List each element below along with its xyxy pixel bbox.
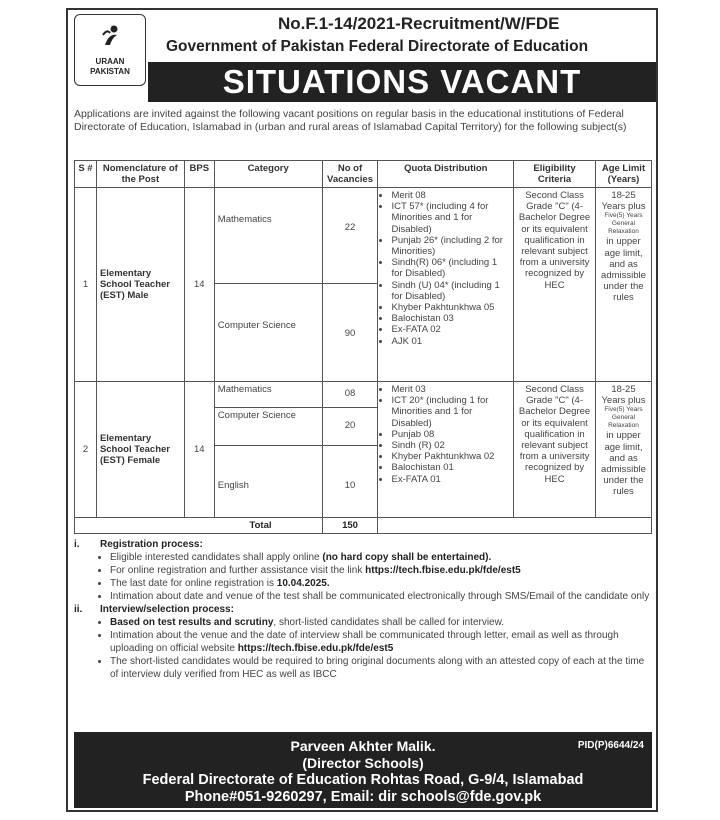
- list-item: • ICT 57* (including 4 for Minorities and 1 for Disabled): [391, 201, 510, 235]
- row1-sno: 1: [75, 188, 97, 382]
- row2-post: Elementary School Teacher (EST) Female: [96, 382, 184, 518]
- logo-text-line1: URAAN: [95, 57, 125, 66]
- row1-quota-list: [381, 190, 510, 347]
- list-item: • ICT 20* (including 1 for Minorities and 1 for Disabled): [391, 395, 510, 429]
- header-bps: BPS: [184, 161, 214, 188]
- header-category: Category: [214, 161, 322, 188]
- list-item: • Punjab 08: [391, 429, 510, 440]
- uraan-pakistan-logo: [74, 14, 146, 86]
- list-item: • Sindh(R) 06* (including 1 for Disabled): [391, 257, 510, 279]
- office-address: Federal Directorate of Education Rohtas Road, G-9/4, Islamabad: [142, 772, 584, 788]
- list-item: • AJK 01: [391, 336, 510, 347]
- header-vacancies: No of Vacancies: [322, 161, 378, 188]
- row2-category-1: Mathematics: [214, 382, 322, 408]
- row1-category-2: Computer Science: [214, 284, 322, 382]
- row2-age-limit: [595, 382, 651, 518]
- row2-vacancies-2: 20: [322, 408, 378, 446]
- interview-list: [74, 616, 654, 681]
- list-item: • The short-listed candidates would be required to bring original documents along with an attested copy of each at the time of interview duly verified from HEC as well as IBCC: [110, 655, 654, 681]
- row1-age-small2: General Relaxation: [608, 220, 639, 236]
- row2-bps: 14: [184, 382, 214, 518]
- row2-quota: [378, 382, 514, 518]
- row2-eligibility: Second Class Grade "C" (4-Bachelor Degree or its equivalent qualification in relevant subject from a university recognized by HEC: [514, 382, 596, 518]
- section-title: Interview/selection process:: [100, 604, 234, 615]
- row1-age-rest: in upper age limit, and as admissible under the rules: [601, 236, 646, 304]
- list-item: • Khyber Pakhtunkhwa 05: [391, 302, 510, 313]
- row1-vacancies-2: 90: [322, 284, 378, 382]
- list-item: • Sindh (R) 02: [391, 440, 510, 451]
- list-item: • Ex-FATA 01: [391, 474, 510, 485]
- list-item: • The last date for online registration is 10.04.2025.: [110, 577, 654, 590]
- row2-age-main: 18-25 Years plus: [601, 384, 646, 407]
- row2-vacancies-3: 10: [322, 446, 378, 518]
- table-header-row: [75, 161, 652, 188]
- list-item: • Eligible interested candidates shall apply online (no hard copy shall be entertained).: [110, 551, 654, 564]
- header-sno: S #: [75, 161, 97, 188]
- row1-category-1: Mathematics: [214, 188, 322, 284]
- list-item: • Ex-FATA 02: [391, 324, 510, 335]
- advertisement-page: [66, 8, 658, 812]
- list-item: • Intimation about date and venue of the test shall be communicated electronically through SMS/Email of the candidate only: [110, 590, 654, 603]
- list-item: • Intimation about the venue and the date of interview shall be communicated through letter, email as well as through uploading on official website https://tech.fbise.edu.pk/fde/est5: [110, 629, 654, 655]
- list-item: • Khyber Pakhtunkhwa 02: [391, 451, 510, 462]
- interview-link[interactable]: https://tech.fbise.edu.pk/fde/est5: [237, 643, 394, 654]
- list-item: • Sindh (U) 04* (including 1 for Disabled): [391, 280, 510, 302]
- row2-age-rest: in upper age limit, and as admissible under the rules: [601, 430, 646, 498]
- row2-age-small1: Five(5) Years: [604, 406, 643, 414]
- row2-category-2: Computer Science: [214, 408, 322, 446]
- list-item: • Punjab 26* (including 2 for Minorities): [391, 235, 510, 257]
- list-item: • For online registration and further assistance visit the link https://tech.fbise.edu.pk/fde/est5: [110, 564, 654, 577]
- total-empty: [378, 518, 652, 534]
- footer-contact-block: [74, 732, 652, 808]
- logo-figure-icon: [97, 23, 125, 51]
- row2-sno: 2: [75, 382, 97, 518]
- vacancy-table: [74, 160, 652, 534]
- row2-quota-list: [381, 384, 510, 485]
- section-number: ii.: [74, 604, 83, 615]
- header-age: Age Limit (Years): [595, 161, 651, 188]
- process-notes: [74, 538, 654, 681]
- row1-age-main: 18-25 Years plus: [601, 190, 646, 213]
- section-title: Registration process:: [100, 539, 203, 550]
- section-number: i.: [74, 539, 80, 550]
- interview-section-heading: [74, 603, 654, 616]
- list-item: • Balochistan 03: [391, 313, 510, 324]
- list-item: • Based on test results and scrutiny, short-listed candidates shall be called for interview.: [110, 616, 654, 629]
- header-post: Nomenclature of the Post: [96, 161, 184, 188]
- row1-age-limit: [595, 188, 651, 382]
- list-item: • Merit 08: [391, 190, 510, 201]
- intro-paragraph: Applications are invited against the following vacant positions on regular basis in the educational institutions of Federal Directorate of Education, Islamabad in (urban and rural areas of Islamabad Capital Territory) for the following subject(s): [74, 108, 627, 133]
- row1-eligibility: Second Class Grade "C" (4-Bachelor Degree or its equivalent qualification in relevant subject from a university recognized by HEC: [514, 188, 596, 382]
- row2-age-small2: General Relaxation: [608, 414, 639, 430]
- signatory-designation: (Director Schools): [302, 755, 424, 771]
- row1-post: Elementary School Teacher (EST) Male: [96, 188, 184, 382]
- reference-number: No.F.1-14/2021-Recruitment/W/FDE: [278, 14, 560, 33]
- logo-text-line2: PAKISTAN: [90, 67, 130, 76]
- total-row: [75, 518, 652, 534]
- registration-link[interactable]: https://tech.fbise.edu.pk/fde/est5: [365, 565, 521, 576]
- registration-section-heading: [74, 538, 654, 551]
- pid-number: PID(P)6644/24: [577, 740, 644, 751]
- total-label: Total: [75, 518, 323, 534]
- table-row: [75, 188, 652, 284]
- row2-vacancies-1: 08: [322, 382, 378, 408]
- list-item: • Merit 03: [391, 384, 510, 395]
- last-date: 10.04.2025.: [276, 578, 330, 589]
- contact-info: Phone#051-9260297, Email: dir schools@fde.gov.pk: [184, 789, 542, 805]
- row1-age-small1: Five(5) Years: [604, 212, 643, 220]
- row1-bps: 14: [184, 188, 214, 382]
- list-item: • Balochistan 01: [391, 462, 510, 473]
- signatory-name: Parveen Akhter Malik.: [290, 738, 436, 754]
- registration-list: [74, 551, 654, 603]
- row2-category-3: English: [214, 446, 322, 518]
- table-row: [75, 382, 652, 408]
- header-eligibility: Eligibility Criteria: [514, 161, 596, 188]
- row1-vacancies-1: 22: [322, 188, 378, 284]
- situations-vacant-banner: SITUATIONS VACANT: [148, 62, 656, 102]
- total-value: 150: [322, 518, 378, 534]
- header-quota: Quota Distribution: [378, 161, 514, 188]
- organization-name: Government of Pakistan Federal Directorate of Education: [166, 38, 589, 55]
- row1-quota: [378, 188, 514, 382]
